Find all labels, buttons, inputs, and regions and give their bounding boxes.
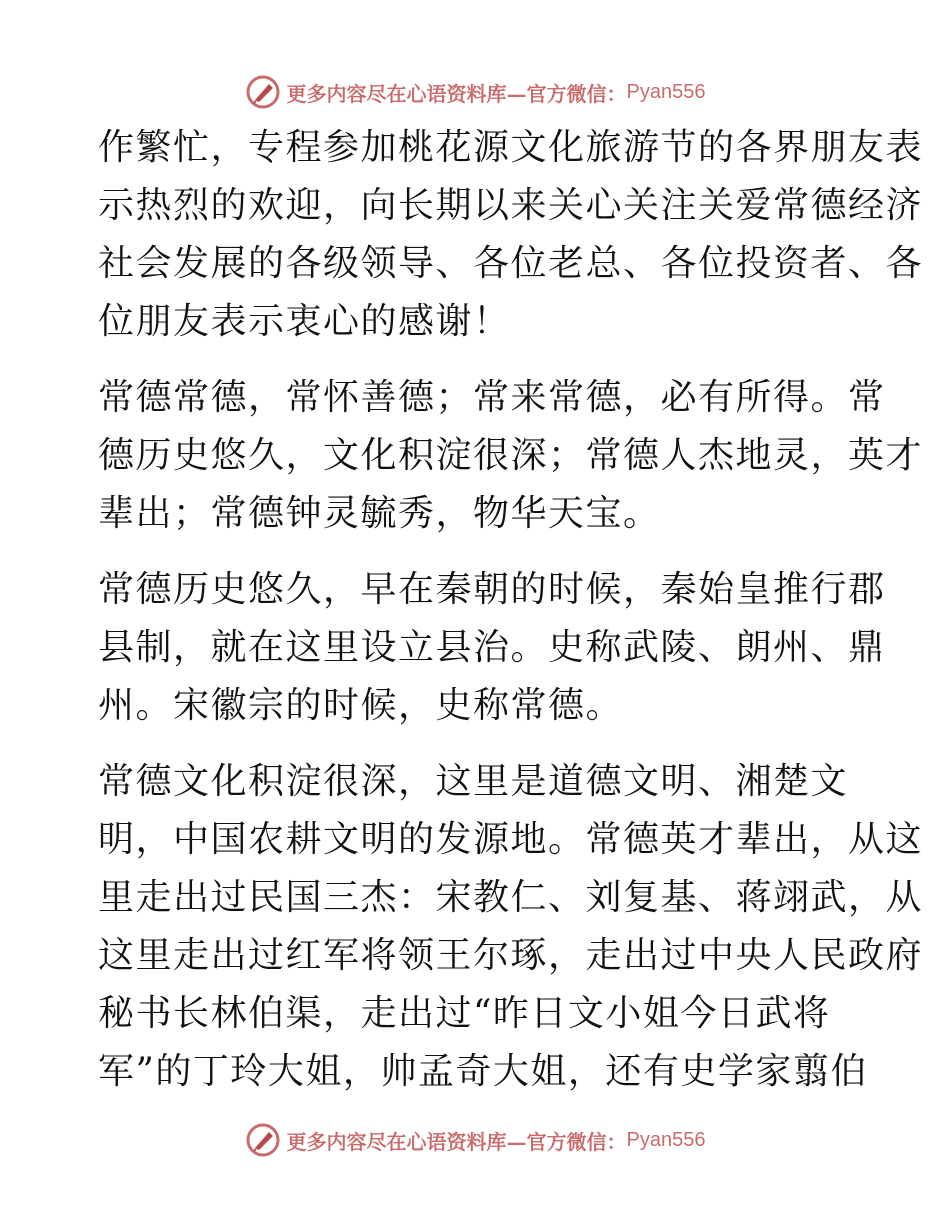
text-line: 这里走出过红军将领王尔琢，走出过中央人民政府 (98, 935, 924, 976)
pen-logo-icon (245, 74, 281, 110)
pen-logo-icon (245, 1122, 281, 1158)
watermark-text: 更多内容尽在心语资料库—官方微信： (286, 1129, 627, 1154)
text-line: 军”的丁玲大姐，帅孟奇大姐，还有史学家翦伯 (98, 1051, 868, 1092)
text-line: 明，中国农耕文明的发源地。常德英才辈出，从这 (98, 819, 924, 860)
text-line: 社会发展的各级领导、各位老总、各位投资者、各 (98, 243, 924, 284)
text-line: 州。宋徽宗的时候，史称常德。 (98, 685, 624, 726)
text-line: 德历史悠久，文化积淀很深；常德人杰地灵，英才 (98, 435, 924, 476)
watermark-text: 更多内容尽在心语资料库—官方微信： (286, 81, 627, 106)
text-line: 里走出过民国三杰：宋教仁、刘复基、蒋翊武，从 (98, 877, 924, 918)
text-line: 县制，就在这里设立县治。史称武陵、朗州、鼎 (98, 627, 886, 668)
text-line: 作繁忙，专程参加桃花源文化旅游节的各界朋友表 (98, 127, 924, 168)
footer-watermark (0, 1120, 950, 1160)
text-line: 示热烈的欢迎，向长期以来关心关注关爱常德经济 (98, 185, 924, 226)
watermark-wechat-id: Pyan556 (626, 80, 706, 103)
header-watermark (0, 72, 950, 112)
watermark-wechat-id: Pyan556 (626, 1128, 706, 1151)
text-line: 辈出；常德钟灵毓秀，物华天宝。 (98, 493, 661, 534)
text-line: 秘书长林伯渠，走出过“昨日文小姐今日武将 (98, 993, 831, 1034)
text-line: 常德常德，常怀善德；常来常德，必有所得。常 (98, 377, 886, 418)
text-line: 位朋友表示衷心的感谢！ (98, 301, 511, 342)
text-line: 常德历史悠久，早在秦朝的时候，秦始皇推行郡 (98, 569, 886, 610)
text-line: 常德文化积淀很深，这里是道德文明、湘楚文 (98, 761, 849, 802)
